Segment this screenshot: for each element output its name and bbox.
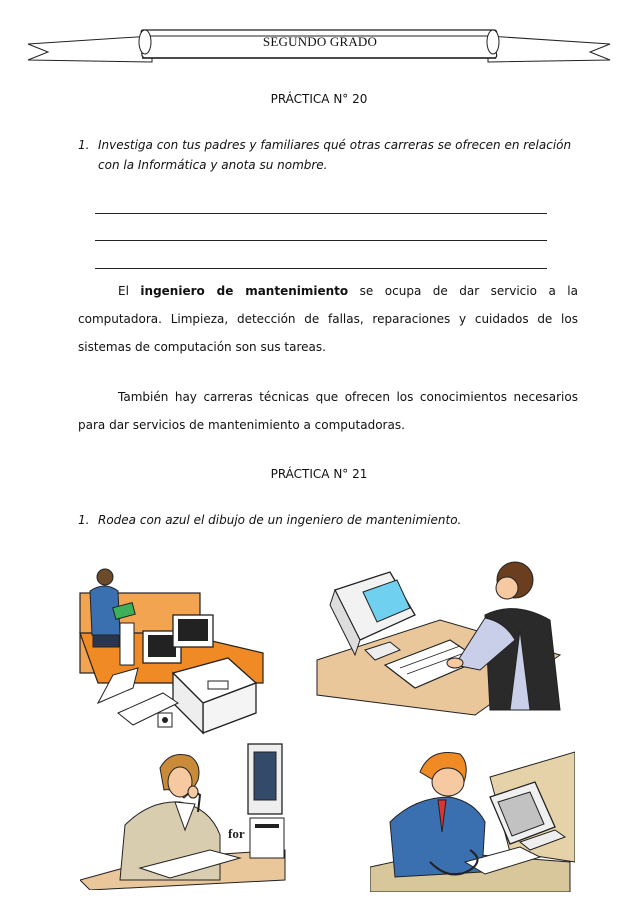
answer-line-1[interactable] [95,213,547,214]
paragraph-bold-term: ingeniero de mantenimiento [140,284,349,298]
practice-21-title: PRÁCTICA N° 21 [270,467,368,481]
clipart-woman-thinking-at-computer[interactable] [80,740,290,890]
question-text: Rodea con azul el dibujo de un ingeniero de mantenimiento. [98,513,462,527]
clipart-man-typing-at-computer[interactable] [315,560,565,720]
clipart-label: for [228,826,245,841]
paragraph-maintenance-engineer [78,277,578,361]
practice-20-question [78,135,578,175]
question-number: 1. [78,513,90,527]
clipart-technician-repairing-computer[interactable] [78,563,268,748]
question-number: 1. [78,138,90,152]
practice-20-title: PRÁCTICA N° 20 [270,92,368,106]
paragraph-technical-careers: También hay carreras técnicas que ofrecen los conocimientos necesarios para dar servicios de mantenimiento a computadoras. [78,390,578,432]
practice-21-question [78,510,578,530]
paragraph-intro: El [118,284,129,298]
banner-title: SEGUNDO GRADO [262,34,378,49]
paragraph-rest: se ocupa de dar servicio a la computadora. Limpieza, detección de fallas, reparaciones y cuidados de los sistemas de computación son sus tareas. [78,284,578,354]
question-text: Investiga con tus padres y familiares qué otras carreras se ofrecen en relación con la Informática y anota su nombre. [98,138,572,172]
answer-line-2[interactable] [95,240,547,241]
answer-line-3[interactable] [95,268,547,269]
clipart-man-working-at-computer[interactable] [370,742,575,892]
